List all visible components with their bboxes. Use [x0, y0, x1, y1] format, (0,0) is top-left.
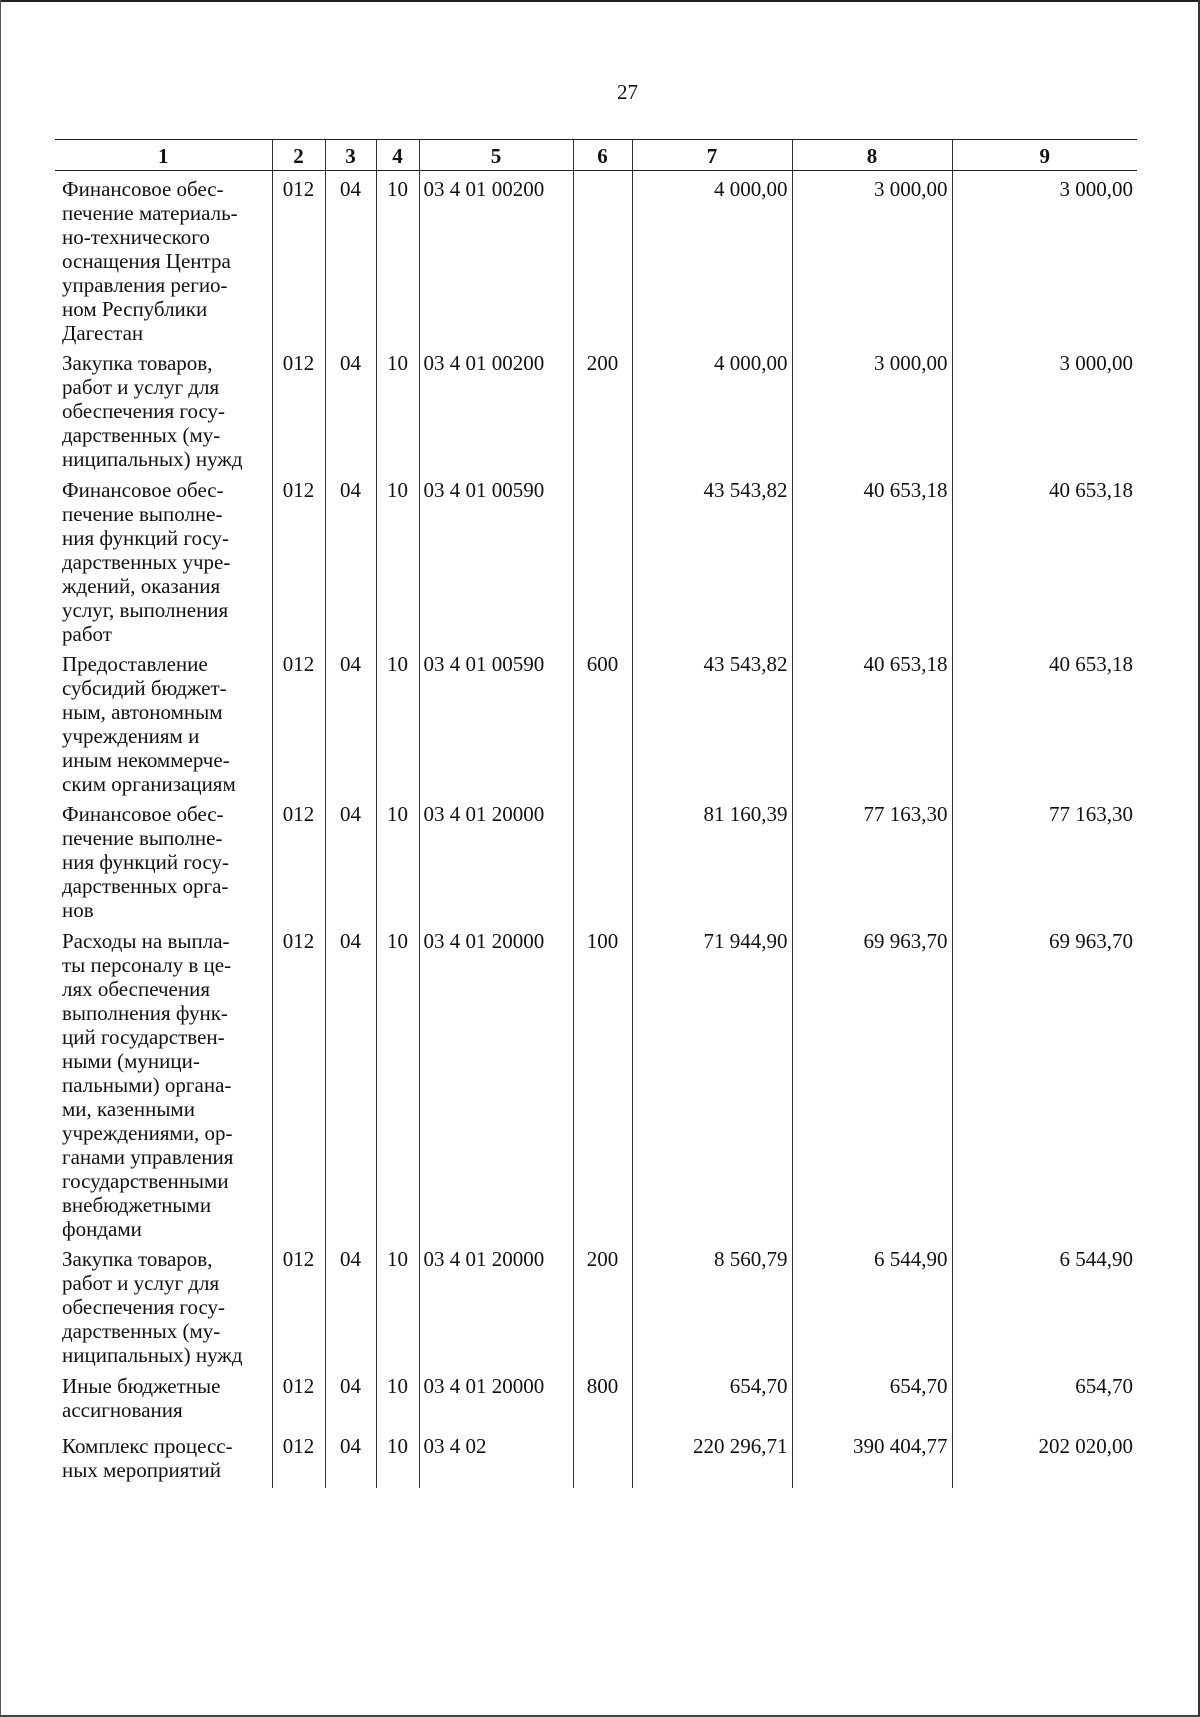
- row-cell-c2: 012: [272, 1428, 325, 1488]
- row-cell-c5: 03 4 01 00200: [419, 171, 573, 346]
- row-name-line: ния функций госу-: [62, 850, 230, 874]
- row-name-line: Предоставление: [62, 652, 208, 676]
- row-name-line: Финансовое обес-: [62, 177, 224, 201]
- row-cell-c5: 03 4 01 20000: [419, 796, 573, 923]
- row-name-line: лях обеспечения: [62, 977, 211, 1001]
- header-row: [55, 140, 1137, 171]
- row-cell-c7: 4 000,00: [632, 345, 792, 472]
- row-cell-c5: 03 4 01 20000: [419, 1368, 573, 1428]
- row-cell-c7: 71 944,90: [632, 923, 792, 1241]
- row-cell-c3: 04: [325, 796, 376, 923]
- table-row: [55, 796, 1137, 923]
- row-cell-c4: 10: [376, 923, 419, 1241]
- row-cell-c8: 654,70: [792, 1368, 952, 1428]
- row-name-line: ниципальных) нужд: [62, 1343, 243, 1367]
- scan-edge-left: [0, 0, 1, 1717]
- row-cell-c8: 77 163,30: [792, 796, 952, 923]
- row-cell-c4: 10: [376, 1368, 419, 1428]
- header-col-7: 7: [632, 140, 792, 171]
- row-name-line: ским организациям: [62, 772, 236, 796]
- row-name-line: субсидий бюджет-: [62, 676, 227, 700]
- row-cell-c8: 390 404,77: [792, 1428, 952, 1488]
- row-name-cell: [55, 1428, 272, 1488]
- row-cell-c2: 012: [272, 345, 325, 472]
- row-name-line: Закупка товаров,: [62, 1247, 213, 1271]
- row-cell-c7: 8 560,79: [632, 1241, 792, 1368]
- row-cell-c9: 6 544,90: [952, 1241, 1137, 1368]
- header-col-9: 9: [952, 140, 1137, 171]
- row-name-line: печение выполне-: [62, 502, 223, 526]
- row-name-line: ным, автономным: [62, 700, 223, 724]
- row-cell-c6: 200: [573, 345, 632, 472]
- row-name-line: выполнения функ-: [62, 1001, 228, 1025]
- row-name-line: ассигнования: [62, 1398, 183, 1422]
- row-name-line: ном Республики: [62, 297, 208, 321]
- row-cell-c9: 202 020,00: [952, 1428, 1137, 1488]
- row-cell-c2: 012: [272, 1241, 325, 1368]
- row-name-line: работ и услуг для: [62, 375, 220, 399]
- table-body: [55, 171, 1137, 1489]
- row-name-line: Дагестан: [62, 321, 144, 345]
- row-cell-c3: 04: [325, 1241, 376, 1368]
- row-name-line: фондами: [62, 1217, 142, 1241]
- row-name-line: печение материаль-: [62, 201, 238, 225]
- row-cell-c3: 04: [325, 646, 376, 796]
- table-row: [55, 345, 1137, 472]
- row-cell-c3: 04: [325, 345, 376, 472]
- row-cell-c9: 40 653,18: [952, 472, 1137, 646]
- row-cell-c3: 04: [325, 472, 376, 646]
- row-cell-c2: 012: [272, 171, 325, 346]
- row-cell-c8: 6 544,90: [792, 1241, 952, 1368]
- row-name-line: пальными) органа-: [62, 1073, 232, 1097]
- table-header: [55, 140, 1137, 171]
- row-cell-c6: 600: [573, 646, 632, 796]
- row-cell-c4: 10: [376, 472, 419, 646]
- row-cell-c2: 012: [272, 646, 325, 796]
- row-cell-c2: 012: [272, 923, 325, 1241]
- row-name-line: ми, казенными: [62, 1097, 195, 1121]
- row-name-line: дарственных (му-: [62, 1319, 221, 1343]
- row-name-cell: [55, 1368, 272, 1428]
- row-cell-c7: 43 543,82: [632, 646, 792, 796]
- row-name-line: ций государствен-: [62, 1025, 225, 1049]
- row-cell-c6: 100: [573, 923, 632, 1241]
- row-cell-c4: 10: [376, 1241, 419, 1368]
- table-row: [55, 646, 1137, 796]
- row-name-line: Финансовое обес-: [62, 478, 224, 502]
- row-name-line: ганами управления: [62, 1145, 234, 1169]
- row-name-line: государственными: [62, 1169, 229, 1193]
- table-row: [55, 1368, 1137, 1428]
- row-cell-c4: 10: [376, 796, 419, 923]
- row-cell-c3: 04: [325, 923, 376, 1241]
- row-name-line: но-технического: [62, 225, 210, 249]
- table-row: [55, 472, 1137, 646]
- row-cell-c3: 04: [325, 1368, 376, 1428]
- row-cell-c6: [573, 472, 632, 646]
- row-cell-c7: 43 543,82: [632, 472, 792, 646]
- row-name-line: учреждениями, ор-: [62, 1121, 233, 1145]
- row-name-line: услуг, выполнения: [62, 598, 229, 622]
- header-col-2: 2: [272, 140, 325, 171]
- row-cell-c4: 10: [376, 646, 419, 796]
- row-cell-c3: 04: [325, 1428, 376, 1488]
- row-name-line: управления регио-: [62, 273, 228, 297]
- row-name-line: обеспечения госу-: [62, 1295, 226, 1319]
- row-cell-c7: 4 000,00: [632, 171, 792, 346]
- row-cell-c9: 69 963,70: [952, 923, 1137, 1241]
- row-name-cell: [55, 796, 272, 923]
- row-name-line: Закупка товаров,: [62, 351, 213, 375]
- row-cell-c8: 3 000,00: [792, 171, 952, 346]
- table-row: [55, 1241, 1137, 1368]
- row-cell-c7: 220 296,71: [632, 1428, 792, 1488]
- row-name-line: ты персоналу в це-: [62, 953, 232, 977]
- row-cell-c5: 03 4 01 20000: [419, 923, 573, 1241]
- row-cell-c4: 10: [376, 1428, 419, 1488]
- row-cell-c8: 3 000,00: [792, 345, 952, 472]
- row-name-line: внебюджетными: [62, 1193, 212, 1217]
- row-name-line: иным некоммерче-: [62, 748, 230, 772]
- row-cell-c8: 69 963,70: [792, 923, 952, 1241]
- row-cell-c5: 03 4 01 20000: [419, 1241, 573, 1368]
- row-cell-c5: 03 4 01 00590: [419, 472, 573, 646]
- page-number: 27: [617, 80, 638, 104]
- table-row: [55, 1428, 1137, 1488]
- header-col-1: 1: [55, 140, 272, 171]
- row-cell-c2: 012: [272, 472, 325, 646]
- row-cell-c3: 04: [325, 171, 376, 346]
- row-name-line: ными (муници-: [62, 1049, 200, 1073]
- row-cell-c6: [573, 171, 632, 346]
- row-name-cell: [55, 345, 272, 472]
- row-name-line: Комплекс процесс-: [62, 1434, 233, 1458]
- row-name-cell: [55, 646, 272, 796]
- header-col-8: 8: [792, 140, 952, 171]
- row-cell-c2: 012: [272, 1368, 325, 1428]
- row-cell-c2: 012: [272, 796, 325, 923]
- row-name-line: ных мероприятий: [62, 1458, 221, 1482]
- row-cell-c6: 200: [573, 1241, 632, 1368]
- row-cell-c4: 10: [376, 171, 419, 346]
- row-name-cell: [55, 171, 272, 346]
- row-cell-c9: 3 000,00: [952, 171, 1137, 346]
- row-cell-c9: 654,70: [952, 1368, 1137, 1428]
- row-name-line: работ и услуг для: [62, 1271, 220, 1295]
- row-name-line: ния функций госу-: [62, 526, 230, 550]
- row-cell-c9: 40 653,18: [952, 646, 1137, 796]
- row-name-line: печение выполне-: [62, 826, 223, 850]
- row-cell-c4: 10: [376, 345, 419, 472]
- row-name-cell: [55, 472, 272, 646]
- row-name-line: ждений, оказания: [62, 574, 221, 598]
- budget-table: [55, 139, 1137, 1488]
- header-col-3: 3: [325, 140, 376, 171]
- row-name-line: дарственных (му-: [62, 423, 221, 447]
- row-name-line: ниципальных) нужд: [62, 447, 243, 471]
- header-col-6: 6: [573, 140, 632, 171]
- row-cell-c7: 81 160,39: [632, 796, 792, 923]
- row-name-line: оснащения Центра: [62, 249, 231, 273]
- row-cell-c8: 40 653,18: [792, 472, 952, 646]
- row-name-cell: [55, 923, 272, 1241]
- row-name-line: дарственных учре-: [62, 550, 231, 574]
- row-name-line: дарственных орга-: [62, 874, 229, 898]
- row-name-line: нов: [62, 898, 94, 922]
- row-name-line: Финансовое обес-: [62, 802, 224, 826]
- row-cell-c5: 03 4 01 00590: [419, 646, 573, 796]
- row-name-cell: [55, 1241, 272, 1368]
- header-col-5: 5: [419, 140, 573, 171]
- row-name-line: работ: [62, 622, 112, 646]
- header-col-4: 4: [376, 140, 419, 171]
- table-row: [55, 171, 1137, 346]
- row-cell-c6: [573, 1428, 632, 1488]
- row-cell-c5: 03 4 02: [419, 1428, 573, 1488]
- table-row: [55, 923, 1137, 1241]
- row-cell-c7: 654,70: [632, 1368, 792, 1428]
- row-cell-c6: 800: [573, 1368, 632, 1428]
- row-name-line: Расходы на выпла-: [62, 929, 230, 953]
- row-cell-c5: 03 4 01 00200: [419, 345, 573, 472]
- row-cell-c9: 77 163,30: [952, 796, 1137, 923]
- row-cell-c8: 40 653,18: [792, 646, 952, 796]
- scan-edge-top: [0, 0, 1200, 2]
- row-cell-c6: [573, 796, 632, 923]
- row-name-line: Иные бюджетные: [62, 1374, 221, 1398]
- row-cell-c9: 3 000,00: [952, 345, 1137, 472]
- row-name-line: учреждениям и: [62, 724, 200, 748]
- row-name-line: обеспечения госу-: [62, 399, 226, 423]
